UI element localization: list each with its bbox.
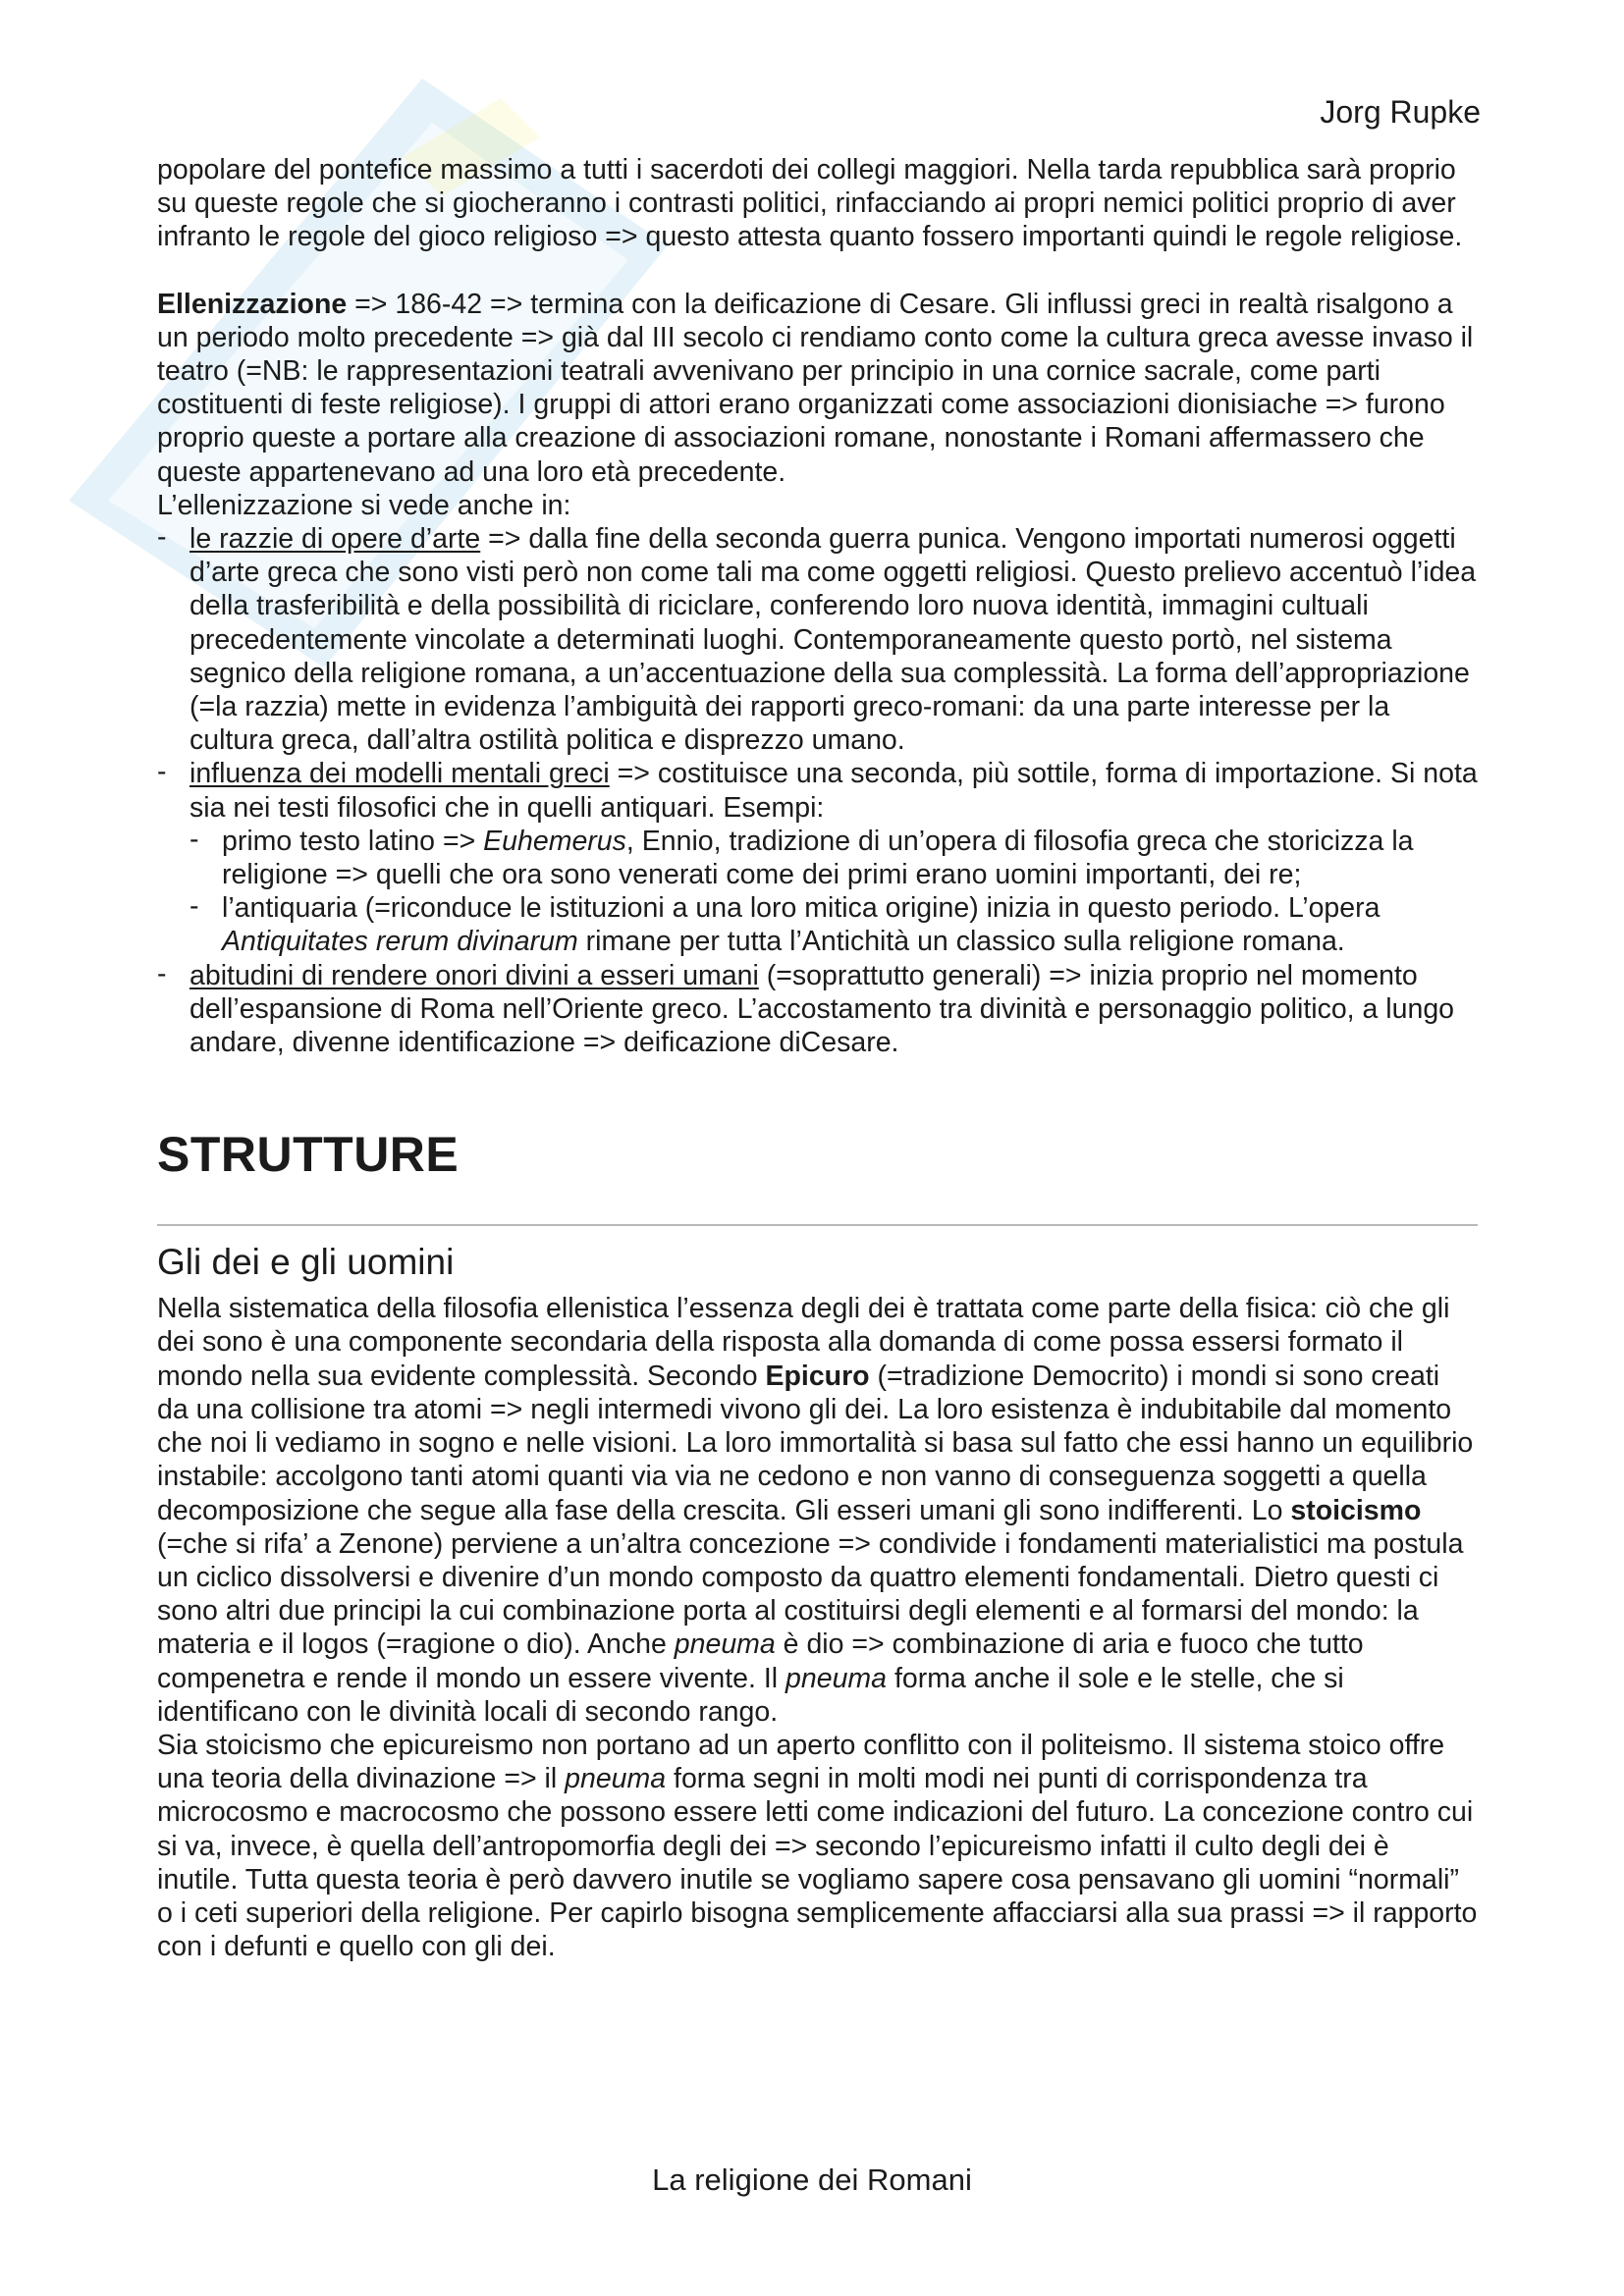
section-divider xyxy=(157,1224,1478,1226)
ellenizzazione-list xyxy=(157,522,1478,1059)
list-item-text: => dalla fine della seconda guerra punica. Vengono importati numerosi oggetti d’arte greca che sono visti però non come tali ma come oggetti religiosi. Questo prelievo accentuò l’idea della trasferibilità e della possibilità di riciclare, conferendo loro nuova identità, immagini cultuali precedentemente vincolate a determinati luoghi. Contemporaneamente questo portò, nel sistema segnico della religione romana, a un’accentuazione della sua complessità. La forma dell’appropriazione (=la razzia) mette in evidenza l’ambiguità dei rapporti greco-romani: da una parte interesse per la cultura greca, dall’altra ostilità politica e disprezzo umano. xyxy=(189,523,1477,757)
footer-title: La religione dei Romani xyxy=(652,2163,972,2197)
body-text: (=che si rifa’ a Zenone) perviene a un’altra concezione => condivide i fondamenti materialistici ma postula un ciclico dissolversi e divenire d’un mondo composto da quattro elementi fondamentali. Dietro questi ci sono altri due principi la cui combinazione porta al costituirsi degli elementi e al formarsi del mondo: la materia e il logos (=ragione o dio). Anche xyxy=(157,1527,1464,1661)
intro-paragraph: popolare del pontefice massimo a tutti i sacerdoti dei collegi maggiori. Nella tarda repubblica sarà proprio su queste regole che si giocheranno i contrasti politici, rinfacciando ai propri nemici politici proprio di aver infranto le regole del gioco religioso => questo attesta quanto fossero importanti quindi le regole religiose. xyxy=(157,154,1463,253)
main-content xyxy=(157,153,1478,1963)
body-text: è dio => combinazione di aria e fuoco che tutto compenetra e rende il mondo un essere vivente. Il xyxy=(157,1629,1364,1694)
body-paragraph-1 xyxy=(157,1292,1478,1729)
list-item-modelli xyxy=(157,757,1478,958)
sub-item-text: primo testo latino => xyxy=(222,825,484,857)
sub-item-emphasis: Euhemerus xyxy=(483,825,626,857)
list-item-text: => costituisce una seconda, più sottile, forma di importazione. Si nota sia nei testi filosofici che in quelli antiquari. Esempi: xyxy=(189,758,1478,824)
list-item-title: le razzie di opere d’arte xyxy=(189,523,481,556)
ellenizzazione-lead: L’ellenizzazione si vede anche in: xyxy=(157,489,571,521)
list-item-title: abitudini di rendere onori divini a esseri umani xyxy=(189,959,759,991)
sub-list-item xyxy=(189,891,1478,958)
body-text: forma segni in molti modi nei punti di corrispondenza tra microcosmo e macrocosmo che possono essere letti come indicazioni del futuro. La concezione contro cui si va, invece, è quella dell’antropomorfia degli dei => secondo l’epicureismo infatti il culto degli dei è inutile. Tutta questa teoria è però davvero inutile se vogliamo sapere cosa pensavano gli uomini “normali” o i ceti superiori della religione. Per capirlo bisogna semplicemente affacciarsi alla sua prassi => il rapporto con i defunti e quello con gli dei. xyxy=(157,1763,1478,1963)
body-emphasis: pneuma xyxy=(785,1662,888,1694)
list-item-title: influenza dei modelli mentali greci xyxy=(189,758,610,790)
paragraph-gap xyxy=(157,254,1478,288)
list-item-onori-divini xyxy=(157,959,1478,1060)
subsection-heading: Gli dei e gli uomini xyxy=(157,1242,455,1283)
body-text: Sia stoicismo che epicureismo non portano ad un aperto conflitto con il politeismo. Il sistema stoico offre una teoria della divinazione => il xyxy=(157,1729,1445,1795)
ellenizzazione-text: => 186-42 => termina con la deificazione di Cesare. Gli influssi greci in realtà risalgono a un periodo molto precedente => già dal III secolo ci rendiamo conto come la cultura greca avesse invaso il teatro (=NB: le rappresentazioni teatrali avvenivano per principio in una cornice sacrale, come parti costituenti di feste religiose). I gruppi di attori erano organizzati come associazioni dionisiache => furono proprio queste a portare alla creazione di associazioni romane, nonostante i Romani affermassero che queste appartenevano ad una loro età precedente. xyxy=(157,288,1474,488)
section-heading: STRUTTURE xyxy=(157,1127,460,1183)
ellenizzazione-term: Ellenizzazione xyxy=(157,288,348,320)
sub-item-emphasis: Antiquitates rerum divinarum xyxy=(222,926,578,958)
body-text: (=tradizione Democrito) i mondi si sono creati da una collisione tra atomi => negli intermedi vivono gli dei. La loro esistenza è indubitabile dal momento che noi li vediamo in sogno e nelle visioni. La loro immortalità si basa sul fatto che essi hanno un equilibrio instabile: accolgono tanti atomi quanti via via ne cedono e non vanno di conseguenza soggetti a quella decomposizione che segue alla fase della crescita. Gli esseri umani gli sono indifferenti. Lo xyxy=(157,1360,1474,1526)
sub-list-item xyxy=(189,825,1478,891)
body-text: forma anche il sole e le stelle, che si identificano con le divinità locali di secondo rango. xyxy=(157,1662,1344,1728)
body-emphasis: pneuma xyxy=(674,1629,776,1661)
list-item-razzie xyxy=(157,522,1478,757)
header-author: Jorg Rupke xyxy=(1320,94,1481,130)
list-item-text: (=soprattutto generali) => inizia proprio nel momento dell’espansione di Roma nell’Oriente greco. L’accostamento tra divinità e personaggio politico, a lungo andare, divenne identificazione => deificazione diCesare. xyxy=(189,959,1455,1059)
body-bold-term: stoicismo xyxy=(1290,1494,1422,1526)
body-bold-term: Epicuro xyxy=(765,1360,870,1392)
body-text: Nella sistematica della filosofia ellenistica l’essenza degli dei è trattata come parte della fisica: ciò che gli dei sono è una componente secondaria della risposta alla domanda di come possa essersi formato il mondo nella sua evidente complessità. Secondo xyxy=(157,1293,1450,1392)
sub-item-text: l’antiquaria (=riconduce le istituzioni a una loro mitica origine) inizia in questo periodo. L’opera xyxy=(222,892,1380,925)
ellenizzazione-paragraph xyxy=(157,288,1478,489)
sub-list xyxy=(189,825,1478,959)
sub-item-text: , Ennio, tradizione di un’opera di filosofia greca che storicizza la religione => quelli che ora sono venerati come dei primi erano uomini importanti, dei re; xyxy=(222,825,1414,891)
body-paragraph-2 xyxy=(157,1729,1478,1963)
sub-item-text: rimane per tutta l’Antichità un classico sulla religione romana. xyxy=(577,926,1345,958)
body-emphasis: pneuma xyxy=(565,1763,667,1795)
